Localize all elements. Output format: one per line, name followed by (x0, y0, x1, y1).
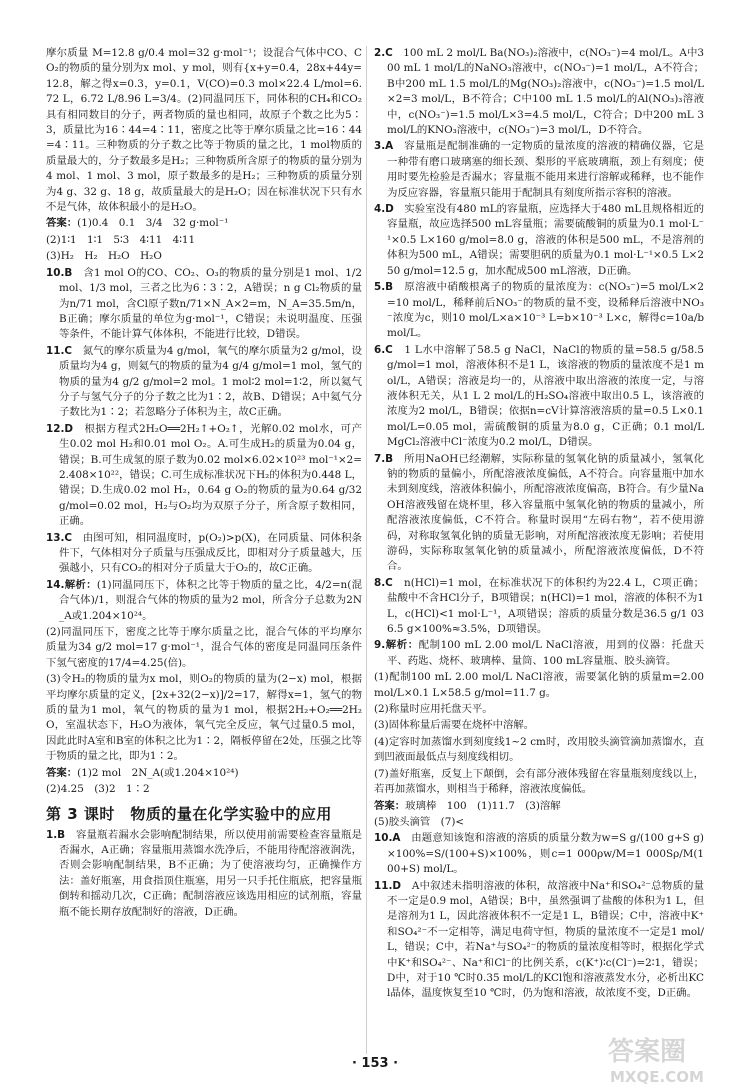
answer-paragraph: 摩尔质量 M=12.8 g/0.4 mol=32 g·mol⁻¹；设混合气体中CO、CO₂的物质的量分别为x mol、y mol，则有{x+y=0.4，28x+44y=12.8，解之得x=0.3，y=0.1，V(CO)=0.3 mol×22.4 L/mol=6.72 L，6.72 L/8.96 L=3/4。(2)同温同压下，同体积的CH₄和CO₂具有相同数目的分子，两者物质的量也相同，故原子个数之比为5∶3，质量比为16∶44=4∶11，密度之比等于摩尔质量之比=16∶44=4∶11。三种物质的分子数之比等于物质的量之比，1 mol物质的质量最大的，分子数最多是H₂；三种物质所含原子的物质的量分别为4 mol、1 mol、3 mol，原子数最多的是H₂；三种物质的质量分别为4 g、32 g、18 g，故质量最大的是H₂O；因在标准状况下只有水不是气体，故体积最小的是H₂O。 (46, 47, 362, 214)
watermark-text-cn: 答案圈 (608, 1037, 687, 1067)
answer-line: (3)固体称量后需要在烧杯中溶解。 (374, 719, 535, 732)
question-11-answer: 11.C 氮气的摩尔质量为4 g/mol，氧气的摩尔质量为2 g/mol，设质量均为4 g，则氦气的物质的量为4 g/4 g/mol=1 mol，氢气的物质的量为4 g/2 g/mol=2 mol。1 mol∶2 mol=1∶2，所以氦气分子与氢气分子的分子数之比为1∶2，故B、D错误；A中氦气分子数比为1∶2；若忽略分子体积为主，故C正确。 (46, 344, 362, 419)
answer-paragraph: (7)盖好瓶塞，反复上下颠倒，会有部分液体残留在容量瓶刻度线以上，若再加蒸馏水，则相当于稀释，溶液浓度偏低。 (374, 767, 704, 796)
question-12-answer: 12.D 根据方程式2H₂O══2H₂↑+O₂↑，光解0.02 mol水，可产生0.02 mol H₂和0.01 mol O₂。A.可生成H₂的质量为0.04 g，错误；B.可生成氢的原子数为0.02 mol×6.02×10²³ mol⁻¹×2=2.408×10²²，错误；C.可生成标准状况下H₂的体积为0.448 L，错误；D.生成0.02 mol H₂，0.64 g O₂的物质的量为0.64 g/32 g/mol=0.02 mol，H₂与O₂均为双原子分子，所含原子数相同，正确。 (46, 422, 362, 528)
answer-line: (3)H₂ H₂ H₂O H₂O (46, 250, 162, 263)
question-2-answer: 2.C 100 mL 2 mol/L Ba(NO₃)₂溶液中，c(NO₃⁻)=4 mol/L。A中300 mL 1 mol/L的NaNO₃溶液中，c(NO₃⁻)=1 mol/L，A不符合；B中200 mL 1.5 mol/L的Mg(NO₃)₂溶液中，c(NO₃⁻)=1.5 mol/L×2=3 mol/L，B不符合；C中100 mL 1.5 mol/L的Al(NO₃)₃溶液中，c(NO₃⁻)=1.5 mol/L×3=4.5 mol/L，C符合；D中200 mL 3 mol/L的KNO₃溶液中，c(NO₃⁻)=3 mol/L，D不符合。 (374, 47, 705, 137)
section-title: 第 3 课时 物质的量在化学实验中的应用 (46, 804, 332, 823)
answer-paragraph: (3)令H₂的物质的量为x mol，则O₂的物质的量为(2−x) mol，根据平均摩尔质量的定义，[2x+32(2−x)]/2=17，解得x=1，氢气的物质的量为1 mol，氧气的物质的量为1 mol，根据2H₂+O₂══2H₂O，室温状态下，H₂O为液体，氧气完全反应，氧气过量0.5 mol，因此此时A室和B室的体积之比为1∶2，隔板停留在2处，压强之比等于物质的量之比，即为1∶2。 (46, 673, 362, 763)
question-11-answer: 11.D A中叙述未指明溶液的体积，故溶液中Na⁺和SO₄²⁻总物质的量不一定是0.9 mol，A错误；B中，虽然强调了盐酸的体积为1 L，但是溶剂为1 L，因此溶液体积不一定是1 L，B错误；C中，溶液中K⁺和SO₄²⁻不一定相等，满足电荷守恒，物质的量浓度不一定是1 mol/L，错误；C中，若Na⁺与SO₄²⁻的物质的量浓度相等时，根据化学式中K⁺和SO₄²⁻、Na⁺和Cl⁻的比例关系，c(K⁺)∶c(Cl⁻)=2∶1，错误；D中，对于10 ℃时0.35 mol/L的KCl饱和溶液蒸发水分，必析出KCl晶体，温度恢复至10 ℃时，仍为饱和溶液，故浓度不变，D正确。 (374, 879, 704, 1000)
question-14-answer: 14.解析：(1)同温同压下，体积之比等于物质的量之比，4/2=n(混合气体)/1，则混合气体的物质的量为2 mol，所含分子总数为2N_A或1.204×10²⁴。 (46, 578, 362, 622)
answer-line: 答案：(1)2 mol 2N_A(或1.204×10²⁴) (46, 766, 239, 779)
watermark-text-url: MXQE.COM (610, 1068, 704, 1086)
page-number: · 153 · (351, 1056, 399, 1071)
answer-paragraph: (4)定容时加蒸馏水到刻度线1~2 cm时，改用胶头滴管滴加蒸馏水，直到凹液面最低点与刻度线相切。 (374, 735, 704, 764)
answer-line: (5)胶头滴管 (7)< (374, 815, 465, 828)
answer-paragraph: (2)同温同压下，密度之比等于摩尔质量之比，混合气体的平均摩尔质量为34 g/2 mol=17 g·mol⁻¹，混合气体的密度是同温同压条件下氢气密度的17/4=4.25(倍)。 (46, 626, 362, 669)
answer-paragraph: (1)配制100 mL 2.00 mol/L NaCl溶液，需要氯化钠的质量m=2.00 mol/L×0.1 L×58.5 g/mol=11.7 g。 (374, 671, 704, 699)
answer-line: 答案：(1)0.4 0.1 3/4 32 g·mol⁻¹ (46, 217, 229, 230)
question-8-answer: 8.C n(HCl)=1 mol，在标准状况下的体积约为22.4 L，C项正确；盐酸中不含HCl分子，B项错误；n(HCl)=1 mol，溶液的体积不为1 L，c(HCl)<1 mol·L⁻¹，A项错误；溶质的质量分数是36.5 g/1 036.5 g×100%≈3.5%，D项错误。 (374, 576, 704, 636)
question-9-answer: 9.解析：配制100 mL 2.00 mol/L NaCl溶液，用到的仪器：托盘天平、药匙、烧杯、玻璃棒、量筒、100 mL容量瓶、胶头滴管。 (374, 639, 705, 667)
left-column (46, 46, 362, 921)
answer-line: 答案：玻璃棒 100 (1)11.7 (3)溶解 (374, 799, 561, 812)
question-5-answer: 5.B 原溶液中硝酸根离子的物质的量浓度为：c(NO₃⁻)=5 mol/L×2=10 mol/L，稀释前后NO₃⁻的物质的量不变，设稀释后溶液中NO₃⁻浓度为c，则10 mol/L×a×10⁻³ L=b×10⁻³ L×c，解得c=10a/b mol/L。 (374, 281, 704, 340)
question-6-answer: 6.C 1 L水中溶解了58.5 g NaCl，NaCl的物质的量=58.5 g/58.5 g/mol=1 mol，溶液体积不是1 L，该溶液的物质的量浓度不是1 mol/L，A错误；溶液是均一的，从溶液中取出溶液的浓度一定，与溶液体积无关，从1 L 2 mol/L的H₂SO₄溶液中取出0.5 L，该溶液的浓度为2 mol/L，B错误；依据n=cV计算溶液溶质的量=0.5 L×0.1 mol/L=0.05 mol，需硫酸铜的质量为8.0 g，C正确；0.1 mol/L MgCl₂溶液中Cl⁻浓度为0.2 mol/L，D错误。 (374, 343, 705, 449)
question-10-answer: 10.A 由题意知该饱和溶液的溶质的质量分数为w=S g/(100 g+S g)×100%=S/(100+S)×100%，则c=1 000ρw/M=1 000Sρ/M(100+S) mol/L。 (374, 832, 704, 876)
question-3-answer: 3.A 容量瓶是配制准确的一定物质的量浓度的溶液的精确仪器，它是一种带有磨口玻璃塞的细长颈、梨形的平底玻璃瓶，颈上有刻度；使用时要先检验是否漏水；容量瓶不能用来进行溶解或稀释，也不能作为反应容器，容量瓶只能用于配制具有刻度所指示容积的溶液。 (374, 140, 705, 199)
answer-line: (2)1∶1 1∶1 5∶3 4∶11 4∶11 (46, 233, 196, 246)
watermark-logo (602, 1030, 742, 1088)
question-1-answer: 1.B 容量瓶若漏水会影响配制结果，所以使用前需要检查容量瓶是否漏水，A正确；容量瓶用蒸馏水洗净后，不能用待配溶液润洗，否则会影响配制结果，B不正确；为了使溶液均匀，正确操作方法：盖好瓶塞，用食指顶住瓶塞，用另一只手托住瓶底，把容量瓶倒转和摇动几次，C正确；配制溶液应该选用相应的试剂瓶，容量瓶不能长期存放配制好的溶液，D正确。 (46, 828, 363, 918)
right-column (374, 46, 704, 1003)
question-7-answer: 7.B 所用NaOH已经潮解，实际称量的氢氧化钠的质量减小，氢氧化钠的物质的量偏小，所配溶液浓度偏低，A不符合。向容量瓶中加水未到刻度线，溶液体积偏小，所配溶液浓度偏高，B符合。有少量NaOH溶液残留在烧杯里，移入容量瓶中氢氧化钠的物质的量减小，所配溶液浓度偏低，C不符合。称量时误用“左码右物”，若不使用游码，对称取氢氧化钠的质量无影响，对所配溶液浓度无影响；若使用游码，实际称取氢氧化钠的质量减小，所配溶液浓度偏低，D不符合。 (374, 452, 705, 573)
question-10-answer: 10.B 含1 mol O的CO、CO₂、O₃的物质的量分别是1 mol、1/2 mol、1/3 mol，三者之比为6∶3∶2，A错误；n g Cl₂物质的量为n/71 mol，含Cl原子数n/71×N_A×2=m，N_A=35.5m/n，B正确；摩尔质量的单位为g·mol⁻¹，C错误；未说明温度、压强等条件，不能计算气体体积，不能进行比较，D错误。 (46, 266, 362, 341)
question-4-answer: 4.D 实验室没有480 mL的容量瓶，应选择大于480 mL且规格相近的容量瓶，故应选择500 mL容量瓶；需要硫酸铜的质量为0.1 mol·L⁻¹×0.5 L×160 g/mol=8.0 g，溶液的体积是500 mL，不是溶剂的体积为500 mL，A错误；需要胆矾的质量为0.1 mol·L⁻¹×0.5 L×250 g/mol=12.5 g，加水配成500 mL溶液，D正确。 (374, 203, 704, 277)
answer-line: (2)称量时应用托盘天平。 (374, 703, 493, 716)
answer-line: (2)4.25 (3)2 1∶2 (46, 783, 150, 796)
question-13-answer: 13.C 由图可知，相同温度时，p(O₂)>p(X)，在同质量、同体积条件下，气体相对分子质量与压强成反比，即相对分子质量越大，压强越小，只有CO₂的相对分子质量大于O₂的，故C正确。 (46, 531, 362, 575)
column-divider (366, 46, 367, 1054)
